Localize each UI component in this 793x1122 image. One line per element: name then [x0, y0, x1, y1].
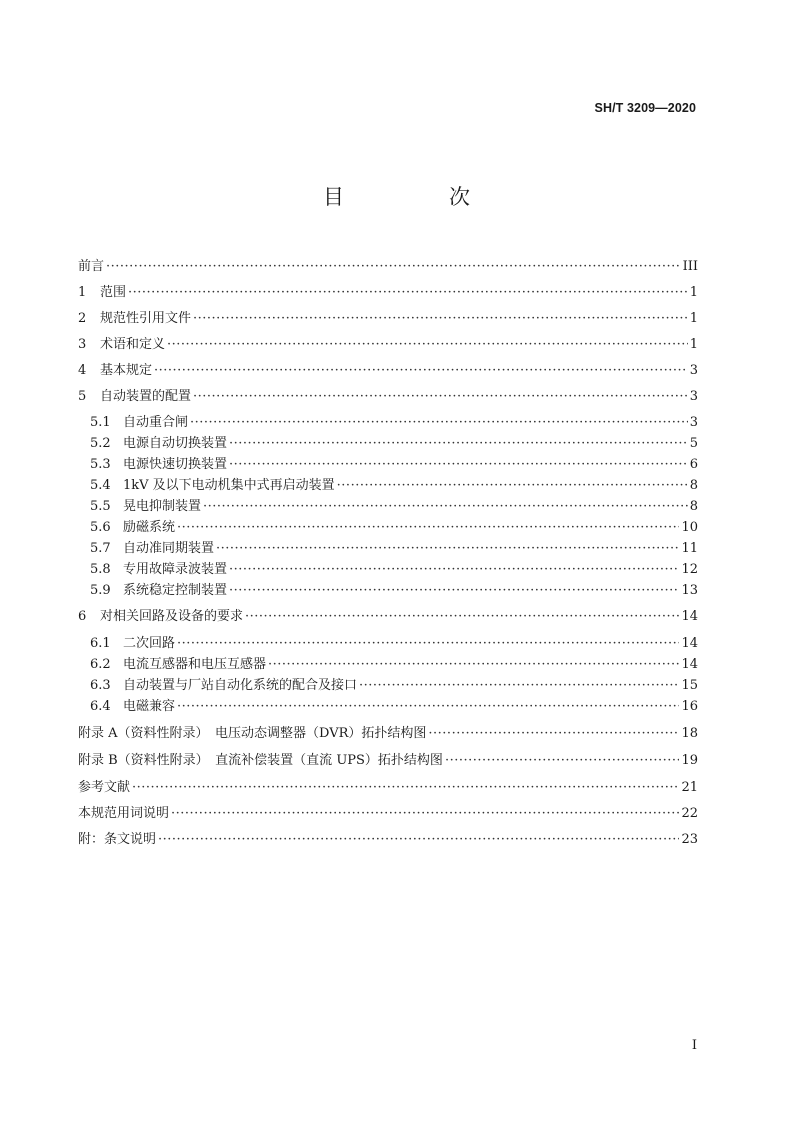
- toc-entry-page: 1: [689, 285, 698, 300]
- toc-entry-label: 电流互感器和电压互感器: [123, 657, 267, 672]
- toc-entry-number: 5: [78, 389, 87, 404]
- toc-entry-5-9[interactable]: [90, 579, 698, 601]
- toc-entry-page: 3: [689, 389, 698, 404]
- toc-entry-number: 5.7: [90, 541, 111, 556]
- toc-entry-number: 1: [78, 285, 87, 300]
- toc-entry-page: 23: [681, 832, 698, 847]
- toc-entry-page: 1: [689, 337, 698, 352]
- leader-dots: [193, 311, 688, 326]
- toc-entry-page: 5: [689, 436, 698, 451]
- toc-entry-label: 自动准同期装置: [123, 541, 215, 556]
- leader-dots: [190, 415, 688, 430]
- toc-entry-6-2[interactable]: [90, 653, 698, 675]
- leader-dots: [177, 520, 679, 535]
- toc-entry-page: 13: [681, 583, 698, 598]
- toc-entry-label: 电源快速切换装置: [123, 457, 228, 472]
- leader-dots: [154, 363, 688, 378]
- leader-dots: [177, 699, 679, 714]
- toc-entry-4[interactable]: [78, 359, 698, 381]
- toc-entry-6-1[interactable]: [90, 632, 698, 654]
- leader-dots: [428, 726, 679, 741]
- toc-entry-label: 范围: [100, 285, 127, 300]
- leader-dots: [171, 806, 679, 821]
- toc-entry-6[interactable]: [78, 605, 698, 627]
- leader-dots: [167, 337, 688, 352]
- toc-entry-page: 22: [681, 806, 698, 821]
- toc-entry-1[interactable]: [78, 281, 698, 303]
- toc-entry-5-6[interactable]: [90, 516, 698, 538]
- toc-entry-foreword[interactable]: [78, 255, 698, 277]
- toc-entry-5-2[interactable]: [90, 432, 698, 454]
- leader-dots: [132, 780, 679, 795]
- toc-entry-label: 自动装置与厂站自动化系统的配合及接口: [123, 678, 358, 693]
- toc-entry-6-4[interactable]: [90, 695, 698, 717]
- toc-entry-label: 规范性引用文件: [100, 311, 192, 326]
- toc-entry-page: 6: [689, 457, 698, 472]
- toc-entry-number: 6.2: [90, 657, 111, 672]
- leader-dots: [177, 636, 679, 651]
- toc-entry-5[interactable]: [78, 385, 698, 407]
- leader-dots: [229, 583, 679, 598]
- toc-entry-page: 14: [681, 657, 698, 672]
- leader-dots: [229, 457, 688, 472]
- toc-entry-label: 自动重合闸: [123, 415, 189, 430]
- leader-dots: [359, 678, 679, 693]
- toc-entry-page: 8: [689, 499, 698, 514]
- leader-dots: [193, 389, 688, 404]
- toc-entry-label: 晃电抑制装置: [123, 499, 202, 514]
- toc-entry-label: 前言: [78, 259, 105, 274]
- toc-entry-page: 14: [681, 636, 698, 651]
- toc-entry-label: 附录 A（资料性附录） 电压动态调整器（DVR）拓扑结构图: [78, 726, 427, 741]
- leader-dots: [337, 478, 688, 493]
- toc-entry-page: 14: [681, 609, 698, 624]
- toc-entry-label: 附：条文说明: [78, 832, 157, 847]
- toc-entry-number: 5.4: [90, 478, 111, 493]
- standard-code: SH/T 3209—2020: [594, 101, 696, 115]
- toc-entry-page: III: [682, 259, 698, 274]
- toc-entry-5-7[interactable]: [90, 537, 698, 559]
- toc-entry-page: 16: [681, 699, 698, 714]
- toc-entry-label: 本规范用词说明: [78, 806, 170, 821]
- toc-entry-label: 基本规定: [100, 363, 153, 378]
- toc-entry-number: 5.3: [90, 457, 111, 472]
- toc-entry-label: 励磁系统: [123, 520, 176, 535]
- toc-entry-6-3[interactable]: [90, 674, 698, 696]
- toc-entry-3[interactable]: [78, 333, 698, 355]
- toc-entry-label: 专用故障录波装置: [123, 562, 228, 577]
- leader-dots: [158, 832, 679, 847]
- leader-dots: [229, 562, 679, 577]
- toc-entry-label: 电磁兼容: [123, 699, 176, 714]
- toc-entry-number: 4: [78, 363, 87, 378]
- toc-entry-references[interactable]: [78, 776, 698, 798]
- toc-entry-label: 二次回路: [123, 636, 176, 651]
- toc-entry-wording-explanation[interactable]: [78, 802, 698, 824]
- toc-entry-number: 5.2: [90, 436, 111, 451]
- toc-entry-5-8[interactable]: [90, 558, 698, 580]
- toc-entry-5-3[interactable]: [90, 453, 698, 475]
- toc-entry-label: 附录 B（资料性附录） 直流补偿装置（直流 UPS）拓扑结构图: [78, 753, 443, 768]
- toc-entry-number: 5.6: [90, 520, 111, 535]
- page-title: 目 次: [323, 185, 512, 209]
- toc-entry-number: 2: [78, 311, 87, 326]
- toc-entry-number: 5.5: [90, 499, 111, 514]
- toc-entry-number: 6.3: [90, 678, 111, 693]
- toc-entry-5-5[interactable]: [90, 495, 698, 517]
- toc-entry-page: 15: [681, 678, 698, 693]
- toc-entry-number: 6.1: [90, 636, 111, 651]
- leader-dots: [203, 499, 688, 514]
- leader-dots: [245, 609, 679, 624]
- toc-entry-label: 1kV 及以下电动机集中式再启动装置: [123, 478, 335, 493]
- toc-entry-appendix-a[interactable]: [78, 722, 698, 744]
- toc-entry-page: 10: [681, 520, 698, 535]
- toc-entry-clause-explanation[interactable]: [78, 828, 698, 850]
- leader-dots: [216, 541, 679, 556]
- page-number: I: [691, 1038, 697, 1053]
- toc-entry-page: 19: [681, 753, 698, 768]
- toc-entry-2[interactable]: [78, 307, 698, 329]
- toc-entry-page: 21: [681, 780, 698, 795]
- toc-entry-number: 5.1: [90, 415, 111, 430]
- toc-entry-label: 电源自动切换装置: [123, 436, 228, 451]
- toc-entry-number: 6: [78, 609, 87, 624]
- toc-entry-label: 自动装置的配置: [100, 389, 192, 404]
- toc-entry-label: 系统稳定控制装置: [123, 583, 228, 598]
- leader-dots: [268, 657, 679, 672]
- toc-entry-page: 3: [689, 363, 698, 378]
- leader-dots: [106, 259, 681, 274]
- toc-entry-number: 3: [78, 337, 87, 352]
- toc-entry-label: 对相关回路及设备的要求: [100, 609, 244, 624]
- toc-entry-5-4[interactable]: [90, 474, 698, 496]
- toc-entry-number: 5.8: [90, 562, 111, 577]
- toc-entry-5-1[interactable]: [90, 411, 698, 433]
- toc-entry-label: 术语和定义: [100, 337, 166, 352]
- leader-dots: [445, 753, 680, 768]
- leader-dots: [229, 436, 688, 451]
- toc-entry-page: 18: [681, 726, 698, 741]
- toc-entry-page: 11: [681, 541, 698, 556]
- toc-entry-label: 参考文献: [78, 780, 131, 795]
- toc-entry-page: 8: [689, 478, 698, 493]
- toc-entry-appendix-b[interactable]: [78, 749, 698, 771]
- toc-entry-number: 6.4: [90, 699, 111, 714]
- toc-entry-page: 1: [689, 311, 698, 326]
- toc-entry-number: 5.9: [90, 583, 111, 598]
- toc-entry-page: 3: [689, 415, 698, 430]
- leader-dots: [128, 285, 688, 300]
- toc-entry-page: 12: [681, 562, 698, 577]
